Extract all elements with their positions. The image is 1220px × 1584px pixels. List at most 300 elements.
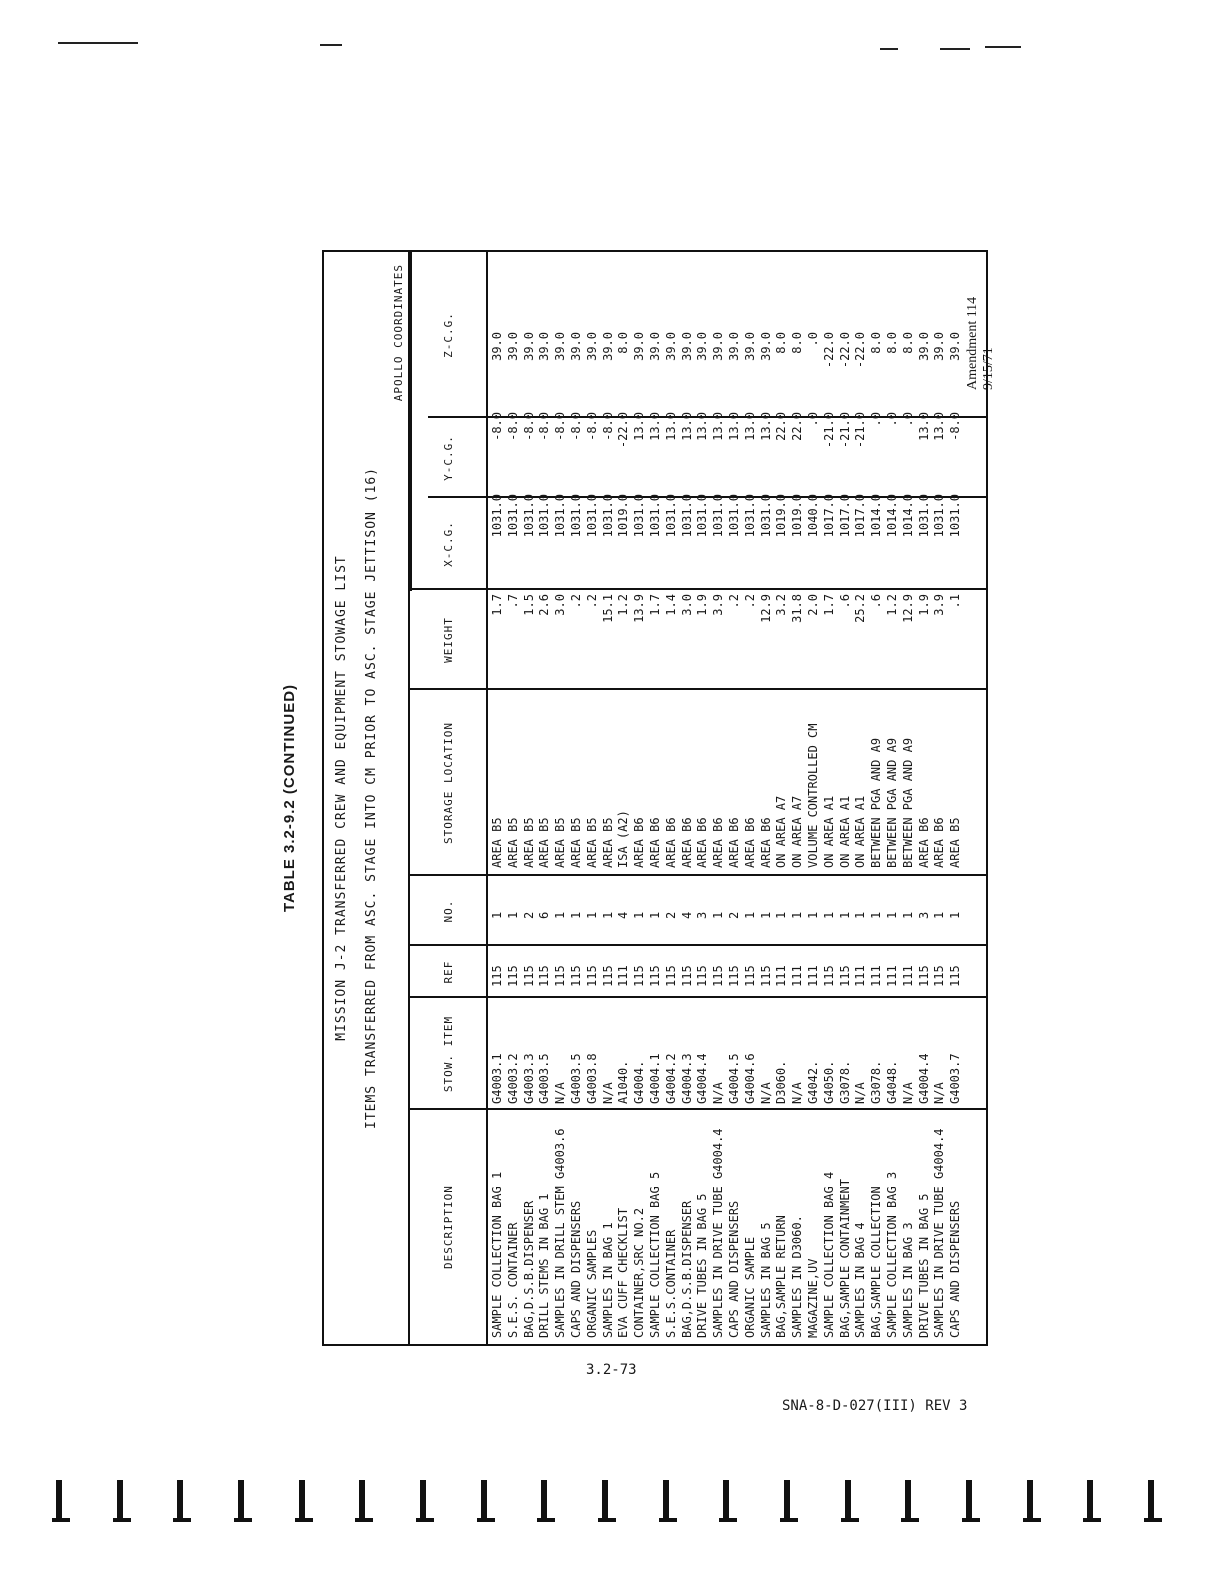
row-x-cg: 1031.0 [726, 494, 741, 538]
film-mark [841, 1480, 859, 1522]
table-row [932, 252, 948, 1344]
row-location: AREA B6 [663, 817, 678, 868]
scan-artifact-line [880, 48, 898, 50]
row-ref: 115 [584, 965, 599, 987]
row-location: AREA B5 [505, 817, 520, 868]
row-location: ON AREA A7 [790, 795, 805, 868]
row-ref: 115 [916, 965, 931, 987]
row-ref: 111 [869, 965, 884, 987]
row-weight: 3.0 [679, 594, 694, 616]
row-ref: 115 [505, 965, 520, 987]
table-title: TABLE 3.2-9.2 (CONTINUED) [281, 683, 298, 913]
row-weight: 3.9 [711, 594, 726, 616]
row-location: AREA B6 [695, 817, 710, 868]
row-x-cg: 1031.0 [948, 494, 963, 538]
row-y-cg: -8.0 [584, 412, 599, 441]
row-description: BAG,D.S.B.DISPENSER [521, 1200, 536, 1338]
row-y-cg: .0 [884, 412, 899, 427]
row-description: S.E.S. CONTAINER [505, 1222, 520, 1338]
row-description: EVA CUFF CHECKLIST [616, 1207, 631, 1338]
table-body [490, 252, 964, 1344]
table-row [680, 252, 696, 1344]
row-location: ON AREA A1 [821, 795, 836, 868]
row-x-cg: 1019.0 [774, 494, 789, 538]
row-z-cg: 8.0 [616, 332, 631, 354]
row-z-cg: 39.0 [663, 332, 678, 361]
row-x-cg: 1019.0 [790, 494, 805, 538]
row-x-cg: 1014.0 [869, 494, 884, 538]
row-ref: 115 [663, 965, 678, 987]
row-description: SAMPLES IN BAG 1 [600, 1222, 615, 1338]
row-z-cg: 39.0 [742, 332, 757, 361]
row-x-cg: 1014.0 [884, 494, 899, 538]
row-weight: .2 [742, 594, 757, 609]
row-weight: .6 [869, 594, 884, 609]
film-mark [52, 1480, 70, 1522]
row-x-cg: 1031.0 [537, 494, 552, 538]
row-location: AREA B6 [916, 817, 931, 868]
row-weight: 1.5 [521, 594, 536, 616]
row-weight: 1.9 [695, 594, 710, 616]
row-location: VOLUME CONTROLLED CM [805, 723, 820, 868]
row-y-cg: -8.0 [537, 412, 552, 441]
row-description: DRIVE TUBES IN BAG 5 [916, 1193, 931, 1338]
table-row [695, 252, 711, 1344]
table-row [585, 252, 601, 1344]
row-y-cg: 13.0 [679, 412, 694, 441]
row-z-cg: 39.0 [679, 332, 694, 361]
row-location: AREA B6 [758, 817, 773, 868]
row-x-cg: 1019.0 [616, 494, 631, 538]
row-stow-item: G4048. [884, 1060, 899, 1104]
row-x-cg: 1031.0 [663, 494, 678, 538]
table-row [822, 252, 838, 1344]
row-description: SAMPLES IN BAG 5 [758, 1222, 773, 1338]
row-number: 1 [837, 911, 852, 919]
row-stow-item: G4004.2 [663, 1053, 678, 1104]
row-z-cg: 39.0 [584, 332, 599, 361]
row-description: BAG,SAMPLE CONTAINMENT [837, 1179, 852, 1338]
row-y-cg: .0 [869, 412, 884, 427]
row-number: 1 [505, 911, 520, 919]
table-row [901, 252, 917, 1344]
row-weight: 1.7 [490, 594, 504, 616]
table-row [759, 252, 775, 1344]
row-description: CONTAINER,SRC NO.2 [632, 1207, 647, 1338]
row-y-cg: 13.0 [695, 412, 710, 441]
row-stow-item: N/A [758, 1082, 773, 1104]
row-y-cg: 13.0 [711, 412, 726, 441]
scan-artifact-line [320, 44, 342, 46]
row-description: SAMPLES IN BAG 4 [853, 1222, 868, 1338]
row-description: SAMPLES IN BAG 3 [900, 1222, 915, 1338]
row-weight: 12.9 [900, 594, 915, 623]
row-z-cg: 39.0 [568, 332, 583, 361]
row-number: 4 [616, 911, 631, 919]
row-stow-item: G3078. [869, 1060, 884, 1104]
table-row [838, 252, 854, 1344]
row-number: 1 [853, 911, 868, 919]
row-z-cg: 39.0 [490, 332, 504, 361]
table-row [853, 252, 869, 1344]
row-ref: 115 [568, 965, 583, 987]
row-ref: 115 [553, 965, 568, 987]
row-stow-item: D3060. [774, 1060, 789, 1104]
row-location: AREA B5 [537, 817, 552, 868]
row-z-cg: 39.0 [600, 332, 615, 361]
row-weight: 1.4 [663, 594, 678, 616]
film-mark [477, 1480, 495, 1522]
row-ref: 111 [853, 965, 868, 987]
film-mark [780, 1480, 798, 1522]
row-x-cg: 1017.0 [837, 494, 852, 538]
row-number: 1 [790, 911, 805, 919]
film-mark [962, 1480, 980, 1522]
row-stow-item: G4003.2 [505, 1053, 520, 1104]
row-ref: 115 [647, 965, 662, 987]
row-z-cg: 8.0 [790, 332, 805, 354]
row-number: 1 [805, 911, 820, 919]
row-location: AREA B6 [632, 817, 647, 868]
row-stow-item: G4004.4 [695, 1053, 710, 1104]
row-location: AREA B5 [600, 817, 615, 868]
row-stow-item: G4050. [821, 1060, 836, 1104]
row-ref: 115 [948, 965, 963, 987]
table-row [806, 252, 822, 1344]
row-y-cg: 22.0 [790, 412, 805, 441]
column-header-description: DESCRIPTION [410, 1110, 488, 1344]
film-edge-marks [52, 1480, 1162, 1530]
row-z-cg: 8.0 [884, 332, 899, 354]
row-y-cg: 13.0 [916, 412, 931, 441]
row-location: ISA (A2) [616, 810, 631, 868]
row-weight: .1 [948, 594, 963, 609]
row-stow-item: G4004.6 [742, 1053, 757, 1104]
column-header-ref: REF [410, 946, 488, 998]
stowage-table [322, 250, 988, 1346]
row-z-cg: 39.0 [695, 332, 710, 361]
row-x-cg: 1031.0 [742, 494, 757, 538]
row-z-cg: 39.0 [537, 332, 552, 361]
table-row [869, 252, 885, 1344]
row-weight: 3.0 [553, 594, 568, 616]
row-number: 1 [600, 911, 615, 919]
row-z-cg: -22.0 [837, 332, 852, 369]
row-number: 2 [726, 911, 741, 919]
row-z-cg: 39.0 [726, 332, 741, 361]
row-number: 1 [869, 911, 884, 919]
row-weight: 25.2 [853, 594, 868, 623]
row-y-cg: -22.0 [616, 412, 631, 449]
row-location: BETWEEN PGA AND A9 [884, 737, 899, 868]
row-ref: 115 [932, 965, 947, 987]
row-z-cg: 8.0 [869, 332, 884, 354]
row-location: AREA B6 [742, 817, 757, 868]
row-number: 1 [568, 911, 583, 919]
row-stow-item: G4004.3 [679, 1053, 694, 1104]
row-y-cg: 13.0 [663, 412, 678, 441]
row-stow-item: G4004.5 [726, 1053, 741, 1104]
row-number: 1 [900, 911, 915, 919]
row-number: 1 [632, 911, 647, 919]
row-z-cg: -22.0 [853, 332, 868, 369]
apollo-coordinates-label: APOLLO COORDINATES [392, 264, 405, 402]
row-weight: 2.6 [537, 594, 552, 616]
table-row [790, 252, 806, 1344]
row-ref: 115 [490, 965, 504, 987]
row-weight: .2 [726, 594, 741, 609]
table-heading-items: ITEMS TRANSFERRED FROM ASC. STAGE INTO CM PRIOR TO ASC. STAGE JETTISON (16) [364, 467, 379, 1129]
row-y-cg: 13.0 [632, 412, 647, 441]
amendment-date: 9/15/71 [981, 347, 996, 390]
row-location: AREA B6 [726, 817, 741, 868]
row-ref: 111 [616, 965, 631, 987]
row-location: AREA B5 [568, 817, 583, 868]
row-weight: 1.2 [616, 594, 631, 616]
row-weight: .7 [505, 594, 520, 609]
row-stow-item: G4003.7 [948, 1053, 963, 1104]
row-weight: .6 [837, 594, 852, 609]
row-x-cg: 1031.0 [600, 494, 615, 538]
row-z-cg: 39.0 [505, 332, 520, 361]
row-x-cg: 1031.0 [679, 494, 694, 538]
row-stow-item: N/A [900, 1082, 915, 1104]
row-ref: 115 [537, 965, 552, 987]
row-z-cg: 8.0 [774, 332, 789, 354]
row-description: DRIVE TUBES IN BAG 5 [695, 1193, 710, 1338]
row-weight: .2 [584, 594, 599, 609]
row-stow-item: G4042. [805, 1060, 820, 1104]
row-location: BETWEEN PGA AND A9 [869, 737, 884, 868]
row-stow-item: G4004.4 [916, 1053, 931, 1104]
row-y-cg: 13.0 [647, 412, 662, 441]
row-stow-item: G4004. [632, 1060, 647, 1104]
row-z-cg: 8.0 [900, 332, 915, 354]
row-weight: .2 [568, 594, 583, 609]
column-header-y-cg: Y-C.G. [410, 418, 488, 498]
row-ref: 111 [805, 965, 820, 987]
row-description: SAMPLE COLLECTION BAG 3 [884, 1171, 899, 1338]
row-description: ORGANIC SAMPLE [742, 1236, 757, 1338]
row-x-cg: 1031.0 [632, 494, 647, 538]
row-y-cg: -8.0 [490, 412, 504, 441]
row-ref: 111 [884, 965, 899, 987]
table-row [711, 252, 727, 1344]
table-row [774, 252, 790, 1344]
row-location: AREA B5 [521, 817, 536, 868]
row-ref: 115 [600, 965, 615, 987]
row-description: SAMPLES IN DRILL STEM G4003.6 [553, 1128, 568, 1338]
row-location: AREA B6 [932, 817, 947, 868]
row-description: ORGANIC SAMPLES [584, 1229, 599, 1338]
table-row [917, 252, 933, 1344]
row-ref: 115 [679, 965, 694, 987]
row-x-cg: 1040.0 [805, 494, 820, 538]
row-y-cg: 13.0 [726, 412, 741, 441]
row-z-cg: -22.0 [821, 332, 836, 369]
row-description: BAG,SAMPLE RETURN [774, 1215, 789, 1338]
row-description: SAMPLE COLLECTION BAG 5 [647, 1171, 662, 1338]
row-ref: 115 [695, 965, 710, 987]
row-location: AREA B5 [553, 817, 568, 868]
document-id: SNA-8-D-027(III) REV 3 [782, 1398, 968, 1414]
film-mark [719, 1480, 737, 1522]
row-stow-item: N/A [790, 1082, 805, 1104]
row-location: ON AREA A7 [774, 795, 789, 868]
film-mark [537, 1480, 555, 1522]
row-z-cg: .0 [805, 332, 820, 347]
row-description: SAMPLES IN D3060. [790, 1215, 805, 1338]
row-description: BAG,D.S.B.DISPENSER [679, 1200, 694, 1338]
column-header-location: STORAGE LOCATION [410, 690, 488, 876]
row-z-cg: 39.0 [711, 332, 726, 361]
row-x-cg: 1031.0 [916, 494, 931, 538]
row-x-cg: 1031.0 [568, 494, 583, 538]
row-description: S.E.S.CONTAINER [663, 1229, 678, 1338]
row-ref: 115 [632, 965, 647, 987]
row-number: 1 [774, 911, 789, 919]
amendment-number: Amendment 114 [965, 296, 980, 390]
row-x-cg: 1031.0 [711, 494, 726, 538]
table-row [948, 252, 964, 1344]
table-row [616, 252, 632, 1344]
row-weight: 1.9 [916, 594, 931, 616]
row-y-cg: -8.0 [948, 412, 963, 441]
row-z-cg: 39.0 [932, 332, 947, 361]
row-weight: 1.7 [647, 594, 662, 616]
row-ref: 111 [774, 965, 789, 987]
table-row [885, 252, 901, 1344]
row-ref: 115 [521, 965, 536, 987]
table-row [553, 252, 569, 1344]
row-x-cg: 1031.0 [505, 494, 520, 538]
film-mark [598, 1480, 616, 1522]
row-location: BETWEEN PGA AND A9 [900, 737, 915, 868]
film-mark [416, 1480, 434, 1522]
film-mark [234, 1480, 252, 1522]
row-number: 1 [742, 911, 757, 919]
row-location: AREA B6 [647, 817, 662, 868]
row-z-cg: 39.0 [916, 332, 931, 361]
row-x-cg: 1031.0 [584, 494, 599, 538]
row-weight: 3.9 [932, 594, 947, 616]
row-stow-item: N/A [553, 1082, 568, 1104]
row-weight: 2.0 [805, 594, 820, 616]
row-number: 1 [884, 911, 899, 919]
row-stow-item: G4003.1 [490, 1053, 504, 1104]
table-header [324, 252, 410, 1344]
row-ref: 115 [758, 965, 773, 987]
row-number: 2 [521, 911, 536, 919]
row-number: 2 [663, 911, 678, 919]
row-description: MAGAZINE,UV [805, 1258, 820, 1338]
row-stow-item: G4003.5 [568, 1053, 583, 1104]
row-description: CAPS AND DISPENSERS [568, 1200, 583, 1338]
row-y-cg: 13.0 [758, 412, 773, 441]
row-stow-item: N/A [711, 1082, 726, 1104]
row-number: 1 [553, 911, 568, 919]
film-mark [1144, 1480, 1162, 1522]
row-description: SAMPLE COLLECTION BAG 1 [490, 1171, 504, 1338]
row-y-cg: -21.0 [821, 412, 836, 449]
row-x-cg: 1017.0 [853, 494, 868, 538]
row-weight: 1.2 [884, 594, 899, 616]
row-number: 3 [695, 911, 710, 919]
row-weight: 15.1 [600, 594, 615, 623]
row-ref: 115 [726, 965, 741, 987]
row-number: 1 [758, 911, 773, 919]
row-description: CAPS AND DISPENSERS [726, 1200, 741, 1338]
table-row [506, 252, 522, 1344]
row-stow-item: G4003.8 [584, 1053, 599, 1104]
column-header-stow-item: STOW. ITEM [410, 998, 488, 1110]
row-y-cg: -21.0 [837, 412, 852, 449]
row-y-cg: -8.0 [505, 412, 520, 441]
row-y-cg: 13.0 [742, 412, 757, 441]
row-location: AREA B5 [948, 817, 963, 868]
row-ref: 111 [790, 965, 805, 987]
row-ref: 115 [742, 965, 757, 987]
row-number: 3 [916, 911, 931, 919]
row-description: SAMPLES IN DRIVE TUBE G4004.4 [932, 1128, 947, 1338]
film-mark [1083, 1480, 1101, 1522]
row-ref: 111 [900, 965, 915, 987]
row-location: AREA B6 [711, 817, 726, 868]
row-number: 1 [821, 911, 836, 919]
row-number: 1 [711, 911, 726, 919]
film-mark [173, 1480, 191, 1522]
row-description: SAMPLE COLLECTION BAG 4 [821, 1171, 836, 1338]
row-location: AREA B5 [490, 817, 504, 868]
row-y-cg: .0 [900, 412, 915, 427]
scan-artifact-line [940, 48, 970, 50]
table-row [727, 252, 743, 1344]
row-x-cg: 1031.0 [932, 494, 947, 538]
table-row [490, 252, 506, 1344]
row-stow-item: G4004.1 [647, 1053, 662, 1104]
row-y-cg: 13.0 [932, 412, 947, 441]
column-header-x-cg: X-C.G. [410, 498, 488, 590]
row-y-cg: -8.0 [568, 412, 583, 441]
row-ref: 115 [837, 965, 852, 987]
film-mark [295, 1480, 313, 1522]
row-description: DRILL STEMS IN BAG 1 [537, 1193, 552, 1338]
row-z-cg: 39.0 [632, 332, 647, 361]
row-stow-item: N/A [853, 1082, 868, 1104]
row-z-cg: 39.0 [758, 332, 773, 361]
film-mark [355, 1480, 373, 1522]
column-header-no: NO. [410, 876, 488, 946]
row-x-cg: 1031.0 [695, 494, 710, 538]
row-x-cg: 1031.0 [490, 494, 504, 538]
row-number: 1 [584, 911, 599, 919]
row-location: AREA B5 [584, 817, 599, 868]
table-row [601, 252, 617, 1344]
row-stow-item: A1040. [616, 1060, 631, 1104]
table-row [632, 252, 648, 1344]
row-z-cg: 39.0 [948, 332, 963, 361]
row-number: 1 [647, 911, 662, 919]
film-mark [659, 1480, 677, 1522]
row-x-cg: 1014.0 [900, 494, 915, 538]
row-weight: 31.8 [790, 594, 805, 623]
row-number: 1 [932, 911, 947, 919]
column-header-z-cg: Z-C.G. [410, 252, 488, 418]
table-row [569, 252, 585, 1344]
row-weight: 12.9 [758, 594, 773, 623]
row-stow-item: G4003.3 [521, 1053, 536, 1104]
row-x-cg: 1031.0 [758, 494, 773, 538]
